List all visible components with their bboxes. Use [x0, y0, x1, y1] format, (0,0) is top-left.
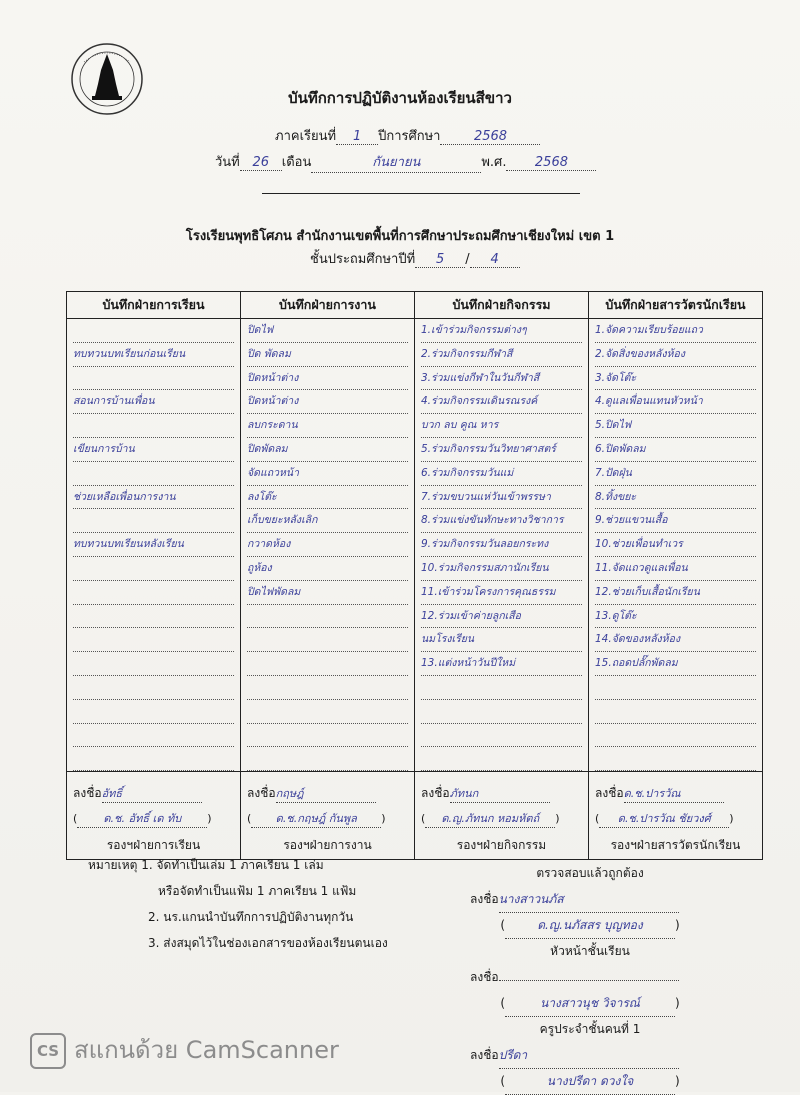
sign-label: ลงชื่อ [595, 786, 624, 801]
table-line: ปิดหน้าต่าง [247, 367, 408, 391]
table-line: 6.ปิดพัดลม [595, 438, 756, 462]
school-name: โรงเรียนพุทธิโศภน สำนักงานเขตพื้นที่การศึกษาประถมศึกษาเชียงใหม่ เขต 1 [185, 229, 615, 244]
camscanner-logo-icon: CS [30, 1033, 66, 1069]
table-line: 5.ร่วมกิจกรรมวันวิทยาศาสตร์ [421, 438, 582, 462]
table-line: นมโรงเรียน [421, 628, 582, 652]
table-line [595, 700, 756, 724]
table-line [247, 700, 408, 724]
table-line: 2.ร่วมกิจกรรมกีฬาสี [421, 343, 582, 367]
header-inspector: บันทึกฝ่ายสารวัตรนักเรียน [589, 292, 763, 319]
divider [262, 193, 580, 194]
table-line [247, 628, 408, 652]
table-line [73, 557, 234, 581]
table-line [73, 747, 234, 771]
table-line: ปิดหน้าต่าง [247, 390, 408, 414]
column-activity [415, 319, 589, 772]
table-line [73, 628, 234, 652]
table-line [73, 652, 234, 676]
table-line [421, 747, 582, 771]
table-line [595, 747, 756, 771]
table-line [421, 676, 582, 700]
table-line: 12.ช่วยเก็บเสื้อนักเรียน [595, 581, 756, 605]
table-line: 1.จัดความเรียบร้อยแถว [595, 319, 756, 343]
camscanner-watermark [30, 1030, 339, 1069]
signer-name: ด.ช. อัทธิ์ เด ทับ [77, 809, 207, 828]
column-inspector [589, 319, 763, 772]
table-line: 11.จัดแถวดูแลเพื่อน [595, 557, 756, 581]
table-line: เขียนการบ้าน [73, 438, 234, 462]
table-line [73, 509, 234, 533]
table-line [421, 700, 582, 724]
verify-role-1: หัวหน้าชั้นเรียน [550, 944, 630, 958]
note-item: 3. ส่งสมุดไว้ในช่องเอกสารของห้องเรียนตนเอง [148, 936, 388, 950]
signer-name: ด.ญ.ภัทนก หอมหัตถ์ [425, 809, 555, 828]
table-line: 5.ปิดไฟ [595, 414, 756, 438]
term-value: 1 [352, 129, 362, 144]
table-line: 8.ทิ้งขยะ [595, 486, 756, 510]
table-line [73, 462, 234, 486]
table-line: 7.ร่วมขบวนแห่วันเข้าพรรษา [421, 486, 582, 510]
table-line [73, 581, 234, 605]
signature: กฤษฎ์ [275, 787, 304, 801]
date-row: วันที่ 26 เดือน กันยายน พ.ศ. 2568 [215, 151, 596, 173]
table-line: 9.ช่วยแขวนเสื้อ [595, 509, 756, 533]
be-year-value: 2568 [534, 155, 568, 170]
signer-role: รองฯฝ่ายการงาน [283, 838, 372, 853]
table-line: 7.ปัดฝุ่น [595, 462, 756, 486]
sign-label: ลงชื่อ [73, 786, 102, 801]
room-value: 4 [490, 252, 499, 267]
table-line: ปิดไฟพัดลม [247, 581, 408, 605]
table-line: 15.ถอดปลั๊กพัดลม [595, 652, 756, 676]
table-line: 3.ร่วมแข่งกีฬาในวันกีฬาสี [421, 367, 582, 391]
table-line [73, 724, 234, 748]
notes-section [88, 852, 388, 956]
table-line [73, 414, 234, 438]
term-year-row: ภาคเรียนที่ 1 ปีการศึกษา 2568 [275, 125, 540, 146]
note-item: หรือจัดทำเป็นแฟ้ม 1 ภาคเรียน 1 แฟ้ม [158, 884, 357, 898]
table-line [595, 676, 756, 700]
table-line: 11.เข้าร่วมโครงการคุณธรรม [421, 581, 582, 605]
table-line [73, 676, 234, 700]
table-line: 8.ร่วมแข่งขันทักษะทางวิชาการ [421, 509, 582, 533]
table-line: 9.ร่วมกิจกรรมวันลอยกระทง [421, 533, 582, 557]
header-academic: บันทึกฝ่ายการเรียน [67, 292, 241, 319]
table-line: ปิดไฟ [247, 319, 408, 343]
sign-label: ลงชื่อ [247, 786, 276, 801]
notes-label: หมายเหตุ [88, 858, 138, 872]
verification-section: ตรวจสอบแล้วถูกต้อง ลงชื่อนางสาวนภัส ( ด.ญ.นภัสสร บุญทอง ) หัวหน้าชั้นเรียน ลงชื่อ ( นางสาวนุช วิจารณ์ ) ครูประจำชั้นคนที่ 1 ลงชื่อปรีดา ( นางปรีดา ดวงใจ ) [470, 860, 710, 1094]
signer-role: รองฯฝ่ายการเรียน [106, 838, 201, 853]
table-line: 1.เข้าร่วมกิจกรรมต่างๆ [421, 319, 582, 343]
table-line [247, 724, 408, 748]
table-line: 3.จัดโต๊ะ [595, 367, 756, 391]
form-title: บันทึกการปฏิบัติงานห้องเรียนสีขาว [288, 89, 512, 107]
table-line: ปิด พัดลม [247, 343, 408, 367]
table-line: 12.ร่วมเข้าค่ายลูกเสือ [421, 605, 582, 629]
table-line: 10.ช่วยเพื่อนทำเวร [595, 533, 756, 557]
table-line [247, 676, 408, 700]
verify-role-2: ครูประจำชั้นคนที่ 1 [539, 1022, 641, 1036]
verify-name-2: นางสาวนุช วิจารณ์ [540, 996, 640, 1010]
table-line: ถูห้อง [247, 557, 408, 581]
table-line: 6.ร่วมกิจกรรมวันแม่ [421, 462, 582, 486]
table-line: 4.ร่วมกิจกรรมเดินรณรงค์ [421, 390, 582, 414]
table-line [421, 724, 582, 748]
day-value: 26 [252, 155, 270, 170]
grade-value: 5 [436, 252, 445, 267]
table-line [247, 747, 408, 771]
signature: ด.ช.ปารวัณ [623, 787, 681, 801]
signature-cell: ลงชื่อด.ช.ปารวัณ ( ด.ช.ปารวัณ ชัยวงศ์ ) รองฯฝ่ายสารวัตรนักเรียน [589, 772, 763, 860]
table-line: 2.จัดสิ่งของหลังห้อง [595, 343, 756, 367]
verify-name-3: นางปรีดา ดวงใจ [546, 1074, 634, 1088]
note-item: 1. จัดทำเป็นเล่ม 1 ภาคเรียน 1 เล่ม [141, 858, 324, 872]
record-table [66, 291, 763, 860]
table-line: 13.แต่งหน้าวันปีใหม่ [421, 652, 582, 676]
table-line: ทบทวนบทเรียนหลังเรียน [73, 533, 234, 557]
table-line [73, 367, 234, 391]
table-line: 13.ดูโต๊ะ [595, 605, 756, 629]
verify-signature-1: นางสาวนภัส [498, 892, 564, 906]
verify-signature-3: ปรีดา [498, 1048, 528, 1062]
header-work: บันทึกฝ่ายการงาน [241, 292, 415, 319]
table-line: 14.จัดของหลังห้อง [595, 628, 756, 652]
signature: อัทธิ์ [101, 787, 123, 801]
signer-name: ด.ช.กฤษฎ์ กันพูล [251, 809, 381, 828]
note-item: 2. นร.แกนนำบันทึกการปฏิบัติงานทุกวัน [148, 910, 354, 924]
table-line: จัดแถวหน้า [247, 462, 408, 486]
table-line [73, 700, 234, 724]
table-line: 10.ร่วมกิจกรรมสภานักเรียน [421, 557, 582, 581]
signer-role: รองฯฝ่ายสารวัตรนักเรียน [610, 838, 741, 853]
table-line [73, 319, 234, 343]
table-line [247, 605, 408, 629]
table-line [247, 652, 408, 676]
signer-name: ด.ช.ปารวัณ ชัยวงศ์ [599, 809, 729, 828]
verify-name-1: ด.ญ.นภัสสร บุญทอง [537, 918, 643, 932]
signer-role: รองฯฝ่ายกิจกรรม [456, 838, 547, 853]
watermark-text: สแกนด้วย CamScanner [74, 1036, 339, 1064]
month-value: กันยายน [372, 155, 421, 170]
table-line: เก็บขยะหลังเลิก [247, 509, 408, 533]
table-line: บวก ลบ คูณ หาร [421, 414, 582, 438]
header-activity: บันทึกฝ่ายกิจกรรม [415, 292, 589, 319]
table-line: ลบกระดาน [247, 414, 408, 438]
column-work [241, 319, 415, 772]
table-line: 4.ดูแลเพื่อนแทนหัวหน้า [595, 390, 756, 414]
table-line: ทบทวนบทเรียนก่อนเรียน [73, 343, 234, 367]
table-line [595, 724, 756, 748]
table-line: ลงโต๊ะ [247, 486, 408, 510]
table-line: กวาดห้อง [247, 533, 408, 557]
signature-cell: ลงชื่ออัทธิ์ ( ด.ช. อัทธิ์ เด ทับ ) รองฯฝ่ายการเรียน [67, 772, 241, 860]
table-line: ปิดพัดลม [247, 438, 408, 462]
verify-title: ตรวจสอบแล้วถูกต้อง [536, 866, 644, 880]
table-line: ช่วยเหลือเพื่อนการงาน [73, 486, 234, 510]
signature-cell: ลงชื่อกฤษฎ์ ( ด.ช.กฤษฎ์ กันพูล ) รองฯฝ่ายการงาน [241, 772, 415, 860]
year-value: 2568 [473, 129, 508, 144]
grade-row: ชั้นประถมศึกษาปีที่ 5 / 4 [310, 248, 520, 269]
table-line [73, 605, 234, 629]
table-line: สอนการบ้านเพื่อน [73, 390, 234, 414]
sign-label: ลงชื่อ [421, 786, 450, 801]
column-academic [67, 319, 241, 772]
signature: ภัทนก [449, 787, 479, 801]
signature-cell: ลงชื่อภัทนก ( ด.ญ.ภัทนก หอมหัตถ์ ) รองฯฝ่ายกิจกรรม [415, 772, 589, 860]
